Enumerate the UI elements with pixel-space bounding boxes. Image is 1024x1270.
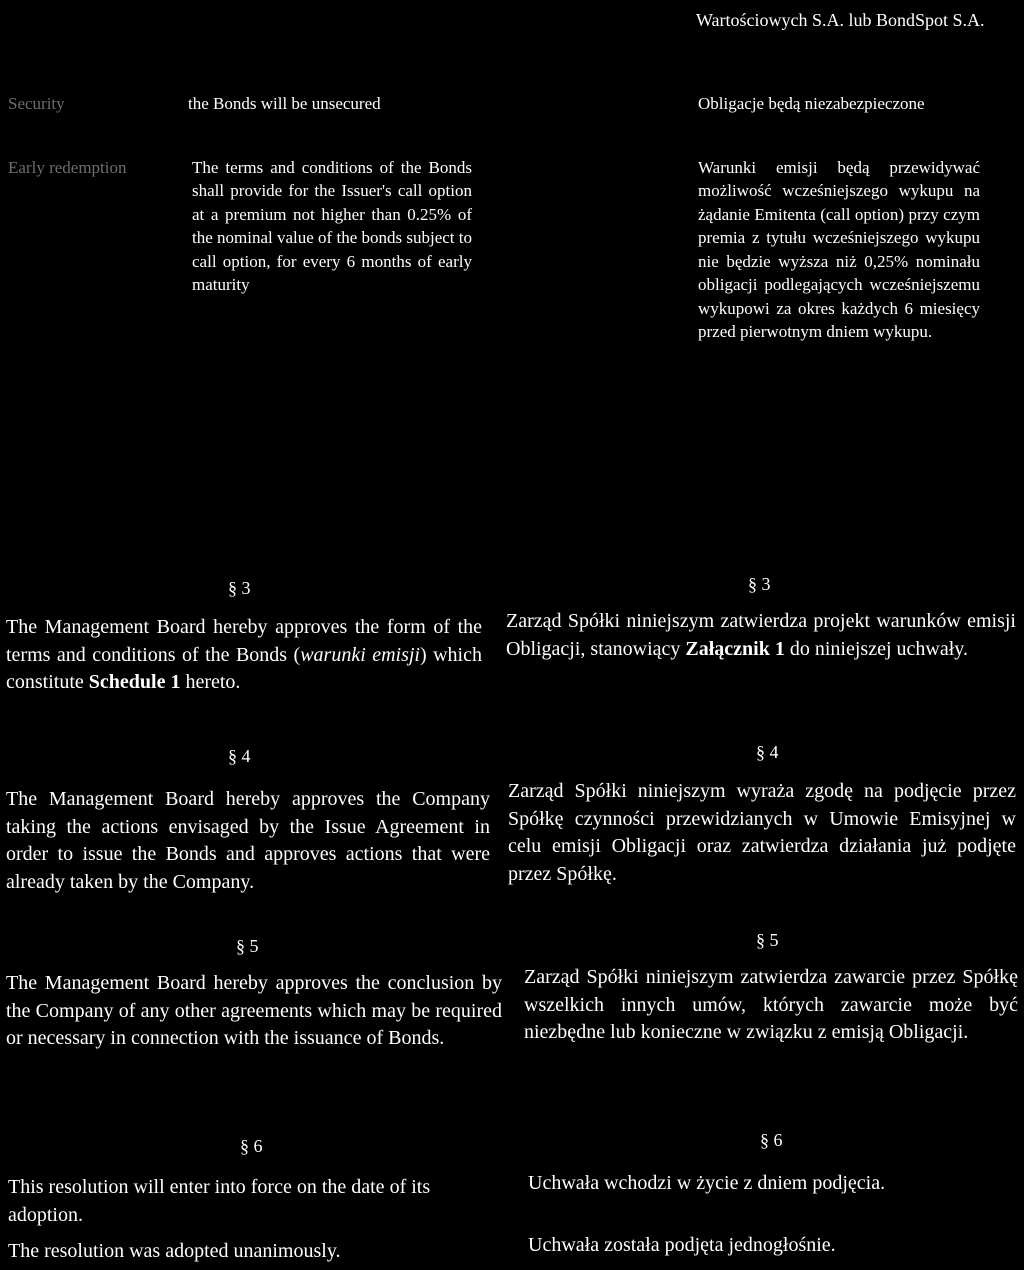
early-redemption-pl: Warunki emisji będą przewidywać możliwość wcześniejszego wykupu na żądanie Emitenta (call option) przy czym premia z tytułu wcześniejszego wykupu nie będzie wyższa niż 0,25% nominału obligacji podlegających wcześniejszemu wykupowi za okres każdych 6 miesięcy przed pierwotnym dniem wykupu.	[698, 158, 980, 342]
top-right-fragment: Wartościowych S.A. lub BondSpot S.A.	[696, 10, 985, 30]
security-pl: Obligacje będą niezabezpieczone	[698, 94, 925, 113]
section-3-heading-en: § 3	[228, 578, 251, 598]
early-redemption-label: Early redemption	[8, 158, 127, 177]
security-en: the Bonds will be unsecured	[188, 94, 381, 113]
section-4-heading-pl: § 4	[756, 742, 779, 762]
section-4-pl: Zarząd Spółki niniejszym wyraża zgodę na podjęcie przez Spółkę czynności przewidzianych w Umowie Emisyjnej w celu emisji Obligacji oraz zatwierdza działania już podjęte przez Spółkę.	[508, 780, 1016, 885]
section-5-pl: Zarząd Spółki niniejszym zatwierdza zawarcie przez Spółkę wszelkich innych umów, których zawarcie może być niezbędne lub konieczne w związku z emisją Obligacji.	[524, 966, 1018, 1044]
section-6-pl-effective: Uchwała wchodzi w życie z dniem podjęcia.	[528, 1172, 886, 1194]
section-6-heading-pl: § 6	[760, 1130, 783, 1150]
section-3-heading-pl: § 3	[748, 574, 771, 594]
section-6-en-effective: This resolution will enter into force on the date of its adoption.	[8, 1176, 431, 1226]
section-6-en-adopted: The resolution was adopted unanimously.	[8, 1240, 341, 1262]
section-4-heading-en: § 4	[228, 746, 251, 766]
early-redemption-en: The terms and conditions of the Bonds shall provide for the Issuer's call option at a premium not higher than 0.25% of the nominal value of the bonds subject to call option, for every 6 months of early maturity	[192, 158, 472, 295]
section-3-en: The Management Board hereby approves the form of the terms and conditions of the Bonds (warunki emisji) which constitute Schedule 1 hereto.	[6, 616, 482, 694]
section-5-heading-pl: § 5	[756, 930, 779, 950]
section-5-heading-en: § 5	[236, 936, 259, 956]
section-5-en: The Management Board hereby approves the conclusion by the Company of any other agreements which may be required or necessary in connection with the issuance of Bonds.	[6, 972, 502, 1050]
section-6-pl-adopted: Uchwała została podjęta jednogłośnie.	[528, 1234, 836, 1256]
section-6-heading-en: § 6	[240, 1136, 263, 1156]
section-3-pl: Zarząd Spółki niniejszym zatwierdza projekt warunków emisji Obligacji, stanowiący Załącznik 1 do niniejszej uchwały.	[506, 610, 1016, 660]
security-label: Security	[8, 94, 65, 113]
section-4-en: The Management Board hereby approves the Company taking the actions envisaged by the Issue Agreement in order to issue the Bonds and approves actions that were already taken by the Company.	[6, 788, 490, 893]
